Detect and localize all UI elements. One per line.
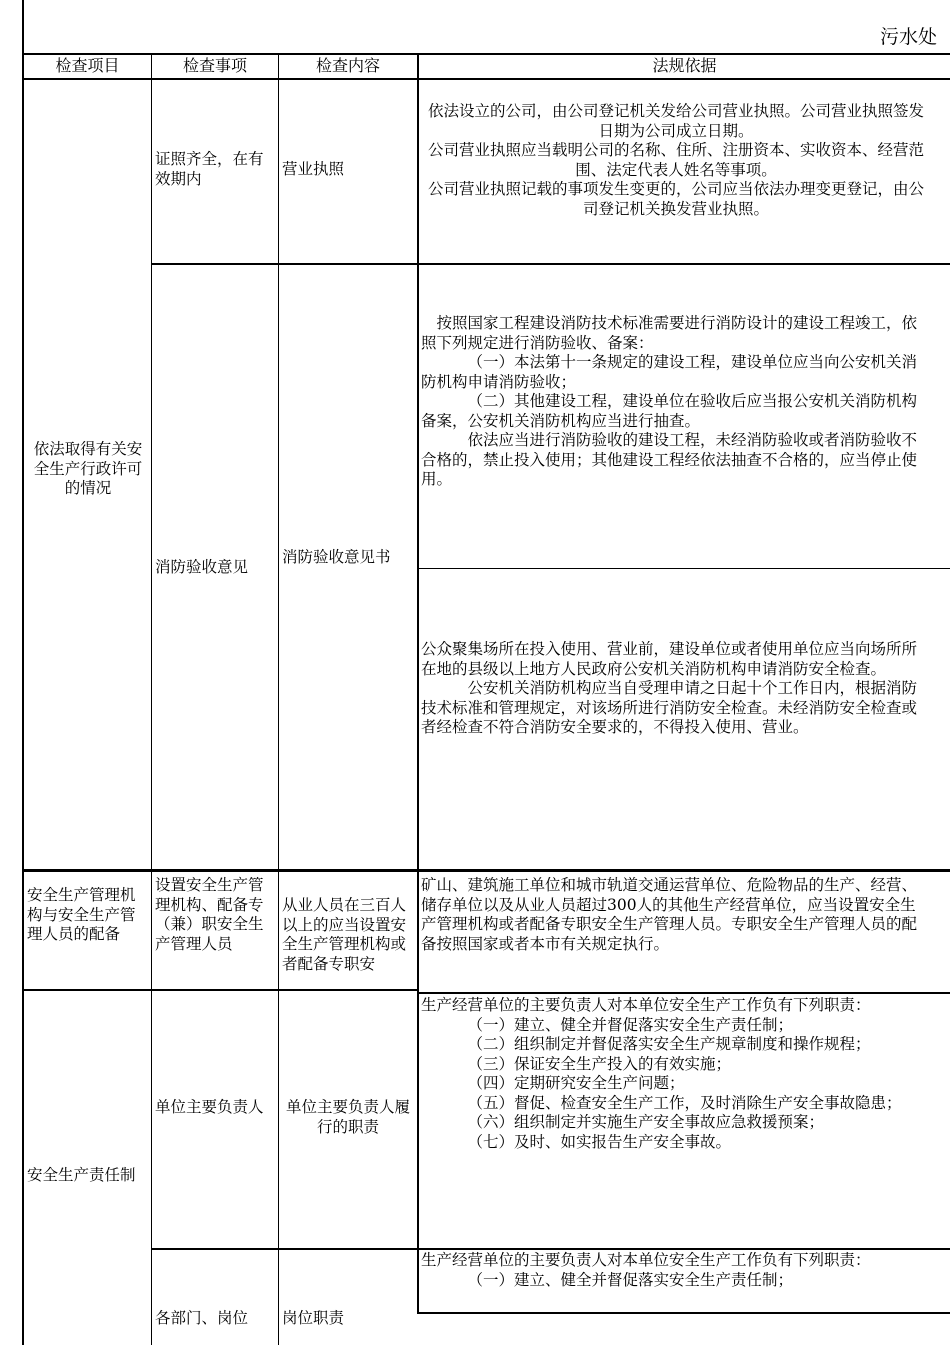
- law-paragraph: （二）其他建设工程，建设单位在验收后应当报公安机关消防机构备案，公安机关消防机构应当进行抽查。: [421, 392, 918, 430]
- law-paragraph: 依法应当进行消防验收的建设工程，未经消防验收或者消防验收不合格的，禁止投入使用；其他建设工程经依法抽查不合格的，应当停止使用。: [421, 431, 918, 488]
- check-content-cell: 从业人员在三百人以上的应当设置安全生产管理机构或者配备专职安: [282, 896, 407, 973]
- check-matter-cell: 单位主要负责人: [155, 1098, 264, 1116]
- page-title: 污水处: [880, 26, 938, 48]
- header-check-content: 检查内容: [315, 56, 380, 75]
- table-border: [151, 263, 950, 265]
- law-paragraph: 生产经营单位的主要负责人对本单位安全生产工作负有下列职责：: [421, 996, 871, 1014]
- table-border: [417, 568, 950, 569]
- check-content-cell: 岗位职责: [282, 1309, 345, 1327]
- check-matter-cell: 各部门、岗位: [155, 1309, 249, 1327]
- law-paragraph: （一）本法第十一条规定的建设工程，建设单位应当向公安机关消防机构申请消防验收；: [421, 353, 918, 391]
- check-matter-cell: 证照齐全，在有效期内: [155, 150, 264, 188]
- law-paragraph: 生产经营单位的主要负责人对本单位安全生产工作负有下列职责：: [421, 1251, 871, 1269]
- check-item-cell: 安全生产管理机构与安全生产管理人员的配备: [27, 886, 136, 943]
- law-list-item: （四）定期研究安全生产问题；: [467, 1074, 685, 1092]
- law-list-item: （六）组织制定并实施生产安全事故应急救援预案；: [467, 1113, 825, 1131]
- law-list-item: （一）建立、健全并督促落实安全生产责任制；: [467, 1015, 794, 1034]
- header-check-matter: 检查事项: [182, 56, 247, 75]
- check-content-cell: 营业执照: [282, 160, 345, 178]
- table-border: [151, 1248, 950, 1250]
- check-content-cell: 消防验收意见书: [282, 548, 391, 566]
- header-legal-basis: 法规依据: [652, 56, 717, 75]
- legal-basis-cell: [421, 102, 931, 219]
- legal-basis-cell: [421, 996, 931, 1152]
- law-list-item: （三）保证安全生产投入的有效实施；: [467, 1054, 732, 1073]
- law-paragraph: 公众聚集场所在投入使用、营业前，建设单位或者使用单位应当向场所所在地的县级以上地方人民政府公安机关消防机构申请消防安全检查。: [421, 640, 918, 678]
- law-paragraph: 公司营业执照记载的事项发生变更的，公司应当依法办理变更登记，由公司登记机关换发营业执照。: [427, 180, 924, 218]
- check-content-cell: 单位主要负责人履行的职责: [285, 1098, 410, 1136]
- law-paragraph: 按照国家工程建设消防技术标准需要进行消防设计的建设工程竣工，依照下列规定进行消防验收、备案：: [421, 314, 918, 352]
- table-border: [278, 54, 279, 1345]
- law-list-item: （五）督促、检查安全生产工作，及时消除生产安全事故隐患；: [467, 1093, 902, 1112]
- check-item-cell: 依法取得有关安全生产行政许可的情况: [33, 440, 143, 497]
- table-border: [417, 54, 419, 1314]
- law-paragraph: 依法设立的公司，由公司登记机关发给公司营业执照。公司营业执照签发日期为公司成立日期。: [427, 102, 924, 140]
- table-border: [22, 0, 24, 1345]
- check-matter-cell: 消防验收意见: [155, 558, 249, 576]
- legal-basis-cell: [421, 1251, 931, 1313]
- table-border: [417, 992, 950, 994]
- law-paragraph: 公司营业执照应当载明公司的名称、住所、注册资本、实收资本、经营范围、法定代表人姓名等事项。: [427, 141, 924, 179]
- table-border: [22, 78, 950, 80]
- legal-basis-cell: 矿山、建筑施工单位和城市轨道交通运营单位、危险物品的生产、经营、储存单位以及从业人员超过300人的其他生产经营单位，应当设置安全生产管理机构或者配备专职安全生产管理人员。专职安全生产管理人员的配备按照国家或者本市有关规定执行。: [421, 876, 918, 953]
- legal-basis-cell: [421, 640, 931, 738]
- law-list-item: （二）组织制定并督促落实安全生产规章制度和操作规程；: [467, 1035, 871, 1053]
- header-check-item: 检查项目: [55, 56, 120, 75]
- law-list-item: （七）及时、如实报告生产安全事故。: [467, 1132, 732, 1151]
- table-border: [22, 869, 950, 872]
- table-border: [151, 54, 152, 1345]
- legal-basis-cell: [421, 314, 931, 490]
- law-paragraph: 公安机关消防机构应当自受理申请之日起十个工作日内，根据消防技术标准和管理规定，对该场所进行消防安全检查。未经消防安全检查或者经检查不符合消防安全要求的，不得投入使用、营业。: [421, 679, 918, 736]
- check-item-cell: 安全生产责任制: [27, 1166, 136, 1184]
- check-matter-cell: 设置安全生产管理机构、配备专（兼）职安全生产管理人员: [155, 876, 264, 953]
- law-list-item: （一）建立、健全并督促落实安全生产责任制；: [467, 1270, 794, 1289]
